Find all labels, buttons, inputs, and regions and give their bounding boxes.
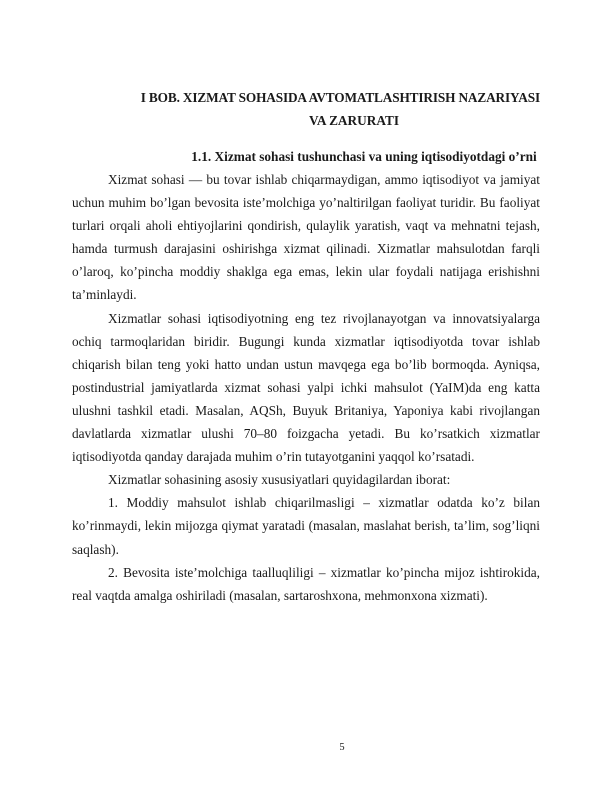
paragraph-2-text: Xizmatlar sohasi iqtisodiyotning eng tez rivojlanayotgan va innovatsiyalarga ochiq tarmoqlaridan biridir. Bugungi kunda xizmatlar iqtisodiyotda tovar ishlab chiqarish bilan teng yoki hatto undan ustun mavqega ega bo’lib bormoqda. Ayniqsa, postindustrial jamiyatlarda xizmat sohasi yalpi ichki mahsulot (YaIM)da eng katta ulushni tashkil etadi. Masalan, AQSh, Buyuk Britaniya, Yaponiya kabi rivojlangan davlatlarda xizmatlar ulushi 70–80 foizgacha yetadi. Bu ko’rsatkich xizmatlar iqtisodiyotda qanday darajada muhim o’rin tutayotganini yaqqol ko’rsatadi. <box>72 310 540 465</box>
list-item-1 <box>72 491 540 560</box>
list-item-2-text: 2. Bevosita iste’molchiga taalluqliligi – xizmatlar ko’pincha mijoz ishtirokida, real vaqtda amalga oshiriladi (masalan, sartaroshxona, mehmonxona xizmati). <box>72 564 540 603</box>
body-text <box>72 168 540 607</box>
paragraph-1 <box>72 168 540 307</box>
paragraph-1-text: Xizmat sohasi — bu tovar ishlab chiqarmaydigan, ammo iqtisodiyot va jamiyat uchun muhim bo’lgan bevosita iste’molchiga yo’naltirilgan faoliyat turidir. Bu faoliyat turlari orqali aholi ehtiyojlarini qondirish, qulaylik yaratish, vaqt va mehnatni tejash, hamda turmush darajasini oshirishga xizmat qilinadi. Xizmatlar mahsulotdan farqli o’laroq, ko’pincha moddiy shaklga ega emas, lekin ular foydali natijaga erishishni ta’minlaydi. <box>72 172 540 303</box>
chapter-title-line-2: VA ZARURATI <box>308 113 400 128</box>
list-item-2 <box>72 561 540 607</box>
chapter-title <box>108 86 540 132</box>
list-item-1-text: 1. Moddiy mahsulot ishlab chiqarilmasligi – xizmatlar odatda ko’z bilan ko’rinmaydi, lekin mijozga qiymat yaratadi (masalan, maslahat berish, ta’lim, sog’liqni saqlash). <box>72 495 540 557</box>
paragraph-3-text: Xizmatlar sohasining asosiy xususiyatlari quyidagilardan iborat: <box>108 472 451 488</box>
paragraph-3 <box>72 468 540 491</box>
chapter-title-line-1: I BOB. XIZMAT SOHASIDA AVTOMATLASHTIRISH NAZARIYASI <box>140 90 540 105</box>
section-title: 1.1. Xizmat sohasi tushunchasi va uning iqtisodiyotdagi o’rni <box>191 149 537 164</box>
page-number: 5 <box>339 742 345 753</box>
paragraph-2 <box>72 307 540 469</box>
